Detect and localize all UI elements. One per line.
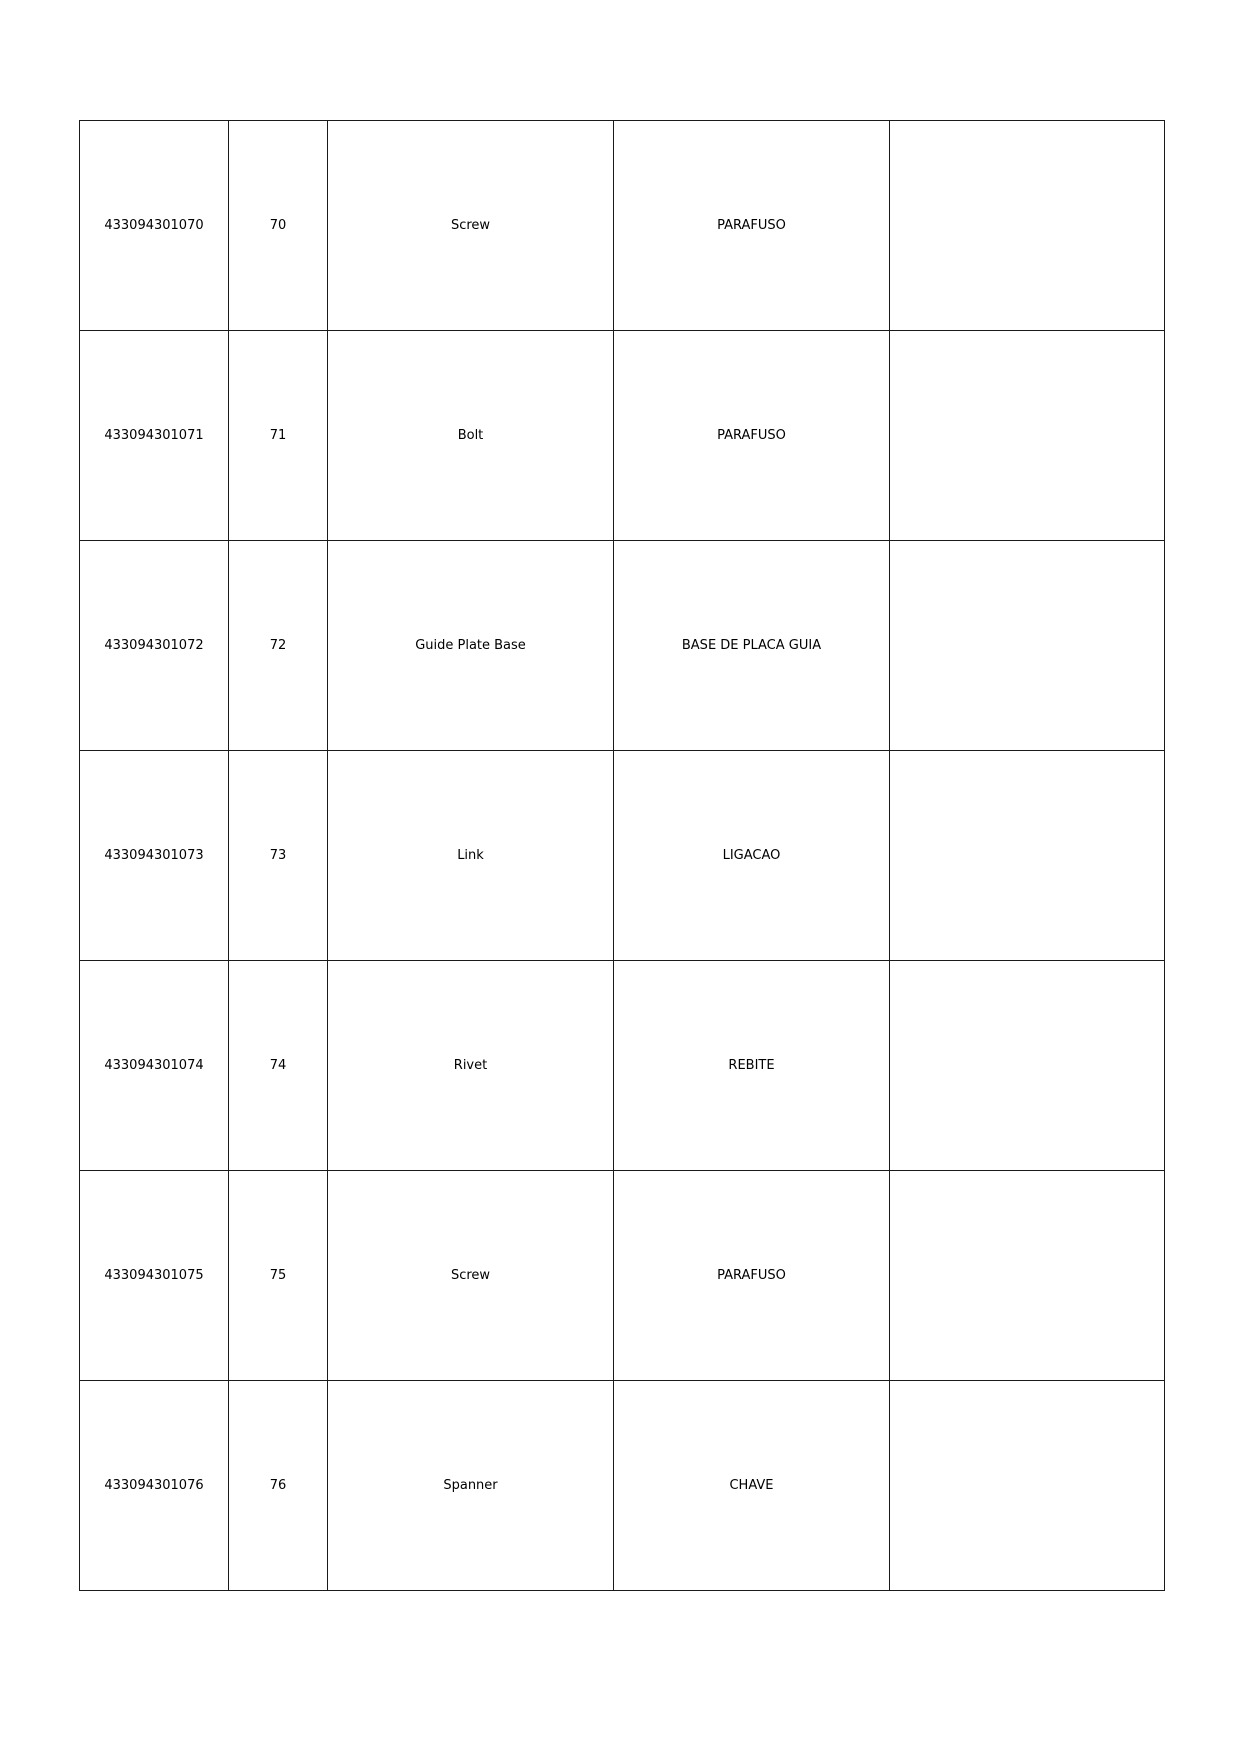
reference-number-cell: 75 [229,1171,328,1381]
description-en-cell: Screw [328,1171,614,1381]
empty-cell [890,961,1165,1171]
description-pt-cell: PARAFUSO [614,331,890,541]
description-pt-cell: CHAVE [614,1381,890,1591]
description-en-cell: Guide Plate Base [328,541,614,751]
empty-cell [890,331,1165,541]
reference-number-cell: 76 [229,1381,328,1591]
table-row [80,541,1165,751]
parts-table-body [80,121,1165,1591]
table-row [80,961,1165,1171]
empty-cell [890,1381,1165,1591]
part-code-cell: 433094301075 [80,1171,229,1381]
description-en-cell: Screw [328,121,614,331]
empty-cell [890,541,1165,751]
description-en-cell: Rivet [328,961,614,1171]
description-pt-cell: BASE DE PLACA GUIA [614,541,890,751]
part-code-cell: 433094301074 [80,961,229,1171]
reference-number-cell: 71 [229,331,328,541]
reference-number-cell: 73 [229,751,328,961]
part-code-cell: 433094301076 [80,1381,229,1591]
description-en-cell: Spanner [328,1381,614,1591]
part-code-cell: 433094301072 [80,541,229,751]
description-pt-cell: PARAFUSO [614,1171,890,1381]
table-row [80,1381,1165,1591]
description-pt-cell: PARAFUSO [614,121,890,331]
parts-table [79,120,1165,1591]
reference-number-cell: 74 [229,961,328,1171]
description-pt-cell: REBITE [614,961,890,1171]
part-code-cell: 433094301070 [80,121,229,331]
empty-cell [890,121,1165,331]
part-code-cell: 433094301071 [80,331,229,541]
empty-cell [890,751,1165,961]
description-pt-cell: LIGACAO [614,751,890,961]
description-en-cell: Bolt [328,331,614,541]
table-row [80,121,1165,331]
reference-number-cell: 70 [229,121,328,331]
description-en-cell: Link [328,751,614,961]
table-row [80,751,1165,961]
table-row [80,1171,1165,1381]
empty-cell [890,1171,1165,1381]
part-code-cell: 433094301073 [80,751,229,961]
reference-number-cell: 72 [229,541,328,751]
table-row [80,331,1165,541]
